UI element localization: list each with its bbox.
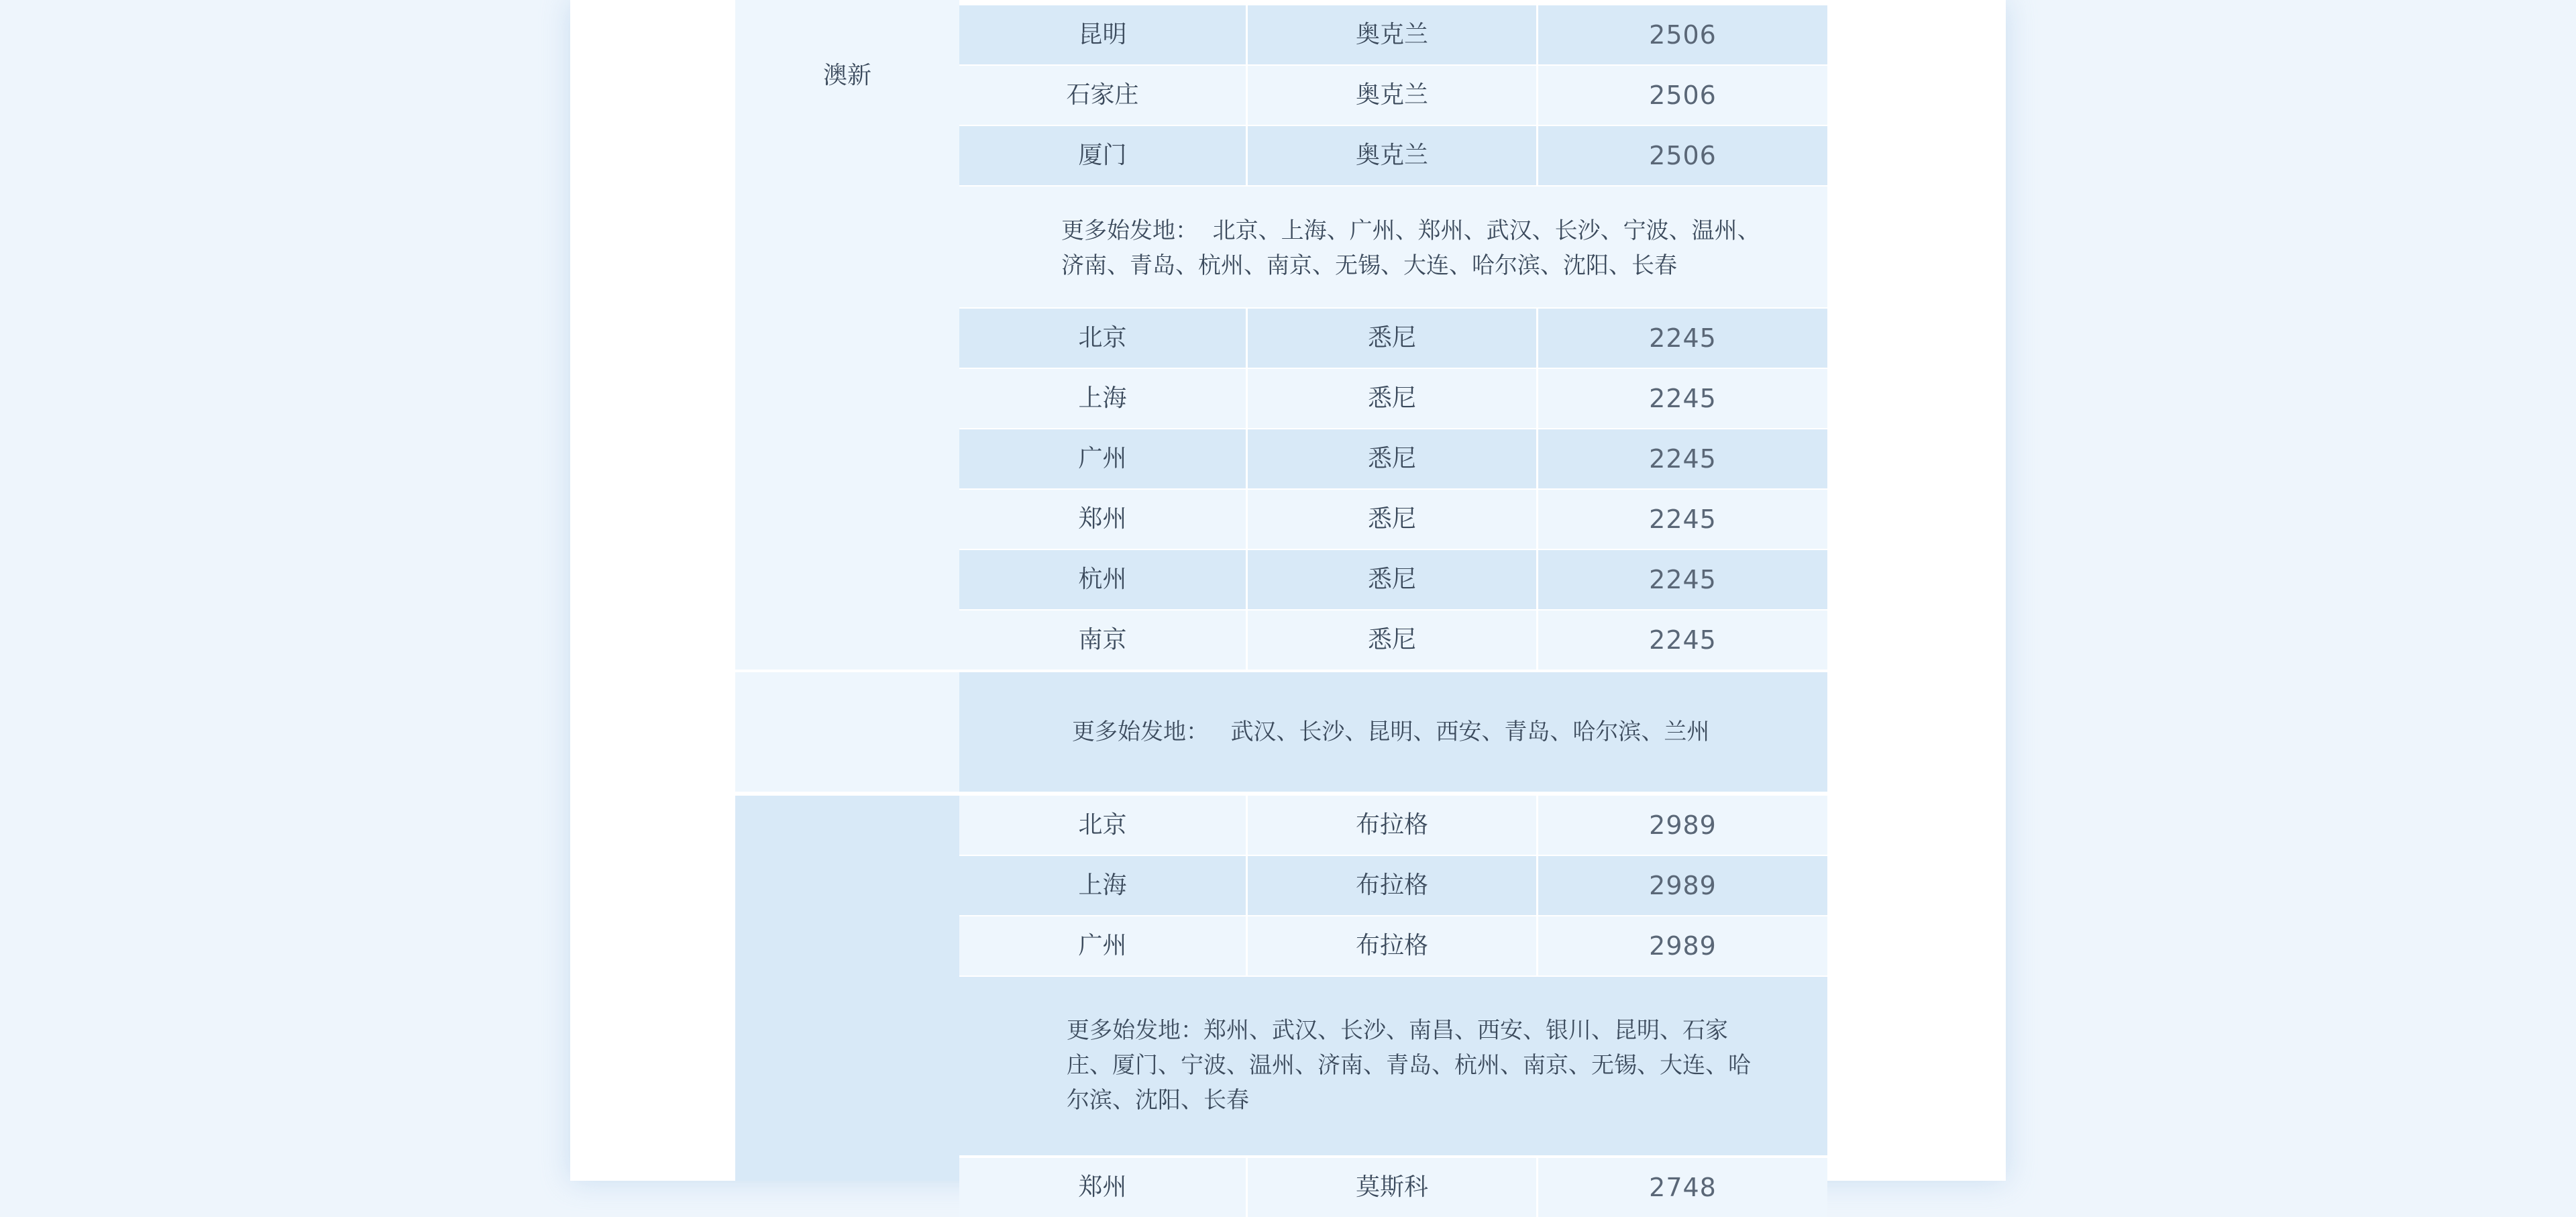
departure-cell: 郑州 [959, 1158, 1248, 1217]
price-cell: 2506 [1649, 20, 1717, 50]
price-cell: 2245 [1649, 323, 1717, 353]
more-origins-text: 更多始发地：郑州、武汉、长沙、南昌、西安、银川、昆明、石家 [1067, 1017, 1728, 1044]
more-origins-cities: 济南、青岛、杭州、南京、无锡、大连、哈尔滨、沈阳、长春 [1061, 252, 1677, 279]
departure-cell: 杭州 [959, 550, 1248, 609]
table-row [959, 66, 1827, 125]
destination-cell: 布拉格 [1248, 916, 1538, 975]
table-row [959, 856, 1827, 915]
destination-cell: 悉尼 [1248, 490, 1538, 549]
price-cell: 2245 [1649, 384, 1717, 413]
departure-cell: 上海 [959, 369, 1248, 428]
departure-cell: 广州 [959, 916, 1248, 975]
more-origins-label: 更多始发地： [1061, 217, 1198, 244]
table-row [959, 309, 1827, 368]
departure-cell: 厦门 [959, 126, 1248, 185]
price-cell: 2989 [1649, 931, 1717, 961]
destination-cell: 莫斯科 [1248, 1158, 1538, 1217]
departure-cell: 北京 [959, 309, 1248, 368]
departure-cell: 昆明 [959, 5, 1248, 64]
destination-cell: 悉尼 [1248, 429, 1538, 488]
more-origins-label: 更多始发地： [1072, 719, 1209, 745]
departure-cell: 广州 [959, 429, 1248, 488]
more-origins-cell [959, 187, 1827, 307]
departure-cell: 郑州 [959, 490, 1248, 549]
departure-cell: 北京 [959, 796, 1248, 855]
table-row [959, 550, 1827, 609]
destination-cell: 悉尼 [1248, 309, 1538, 368]
table-row [959, 796, 1827, 855]
more-origins-cell [959, 977, 1827, 1155]
destination-cell: 奥克兰 [1248, 126, 1538, 185]
more-origins-text: 庄、厦门、宁波、温州、济南、青岛、杭州、南京、无锡、大连、哈 [1067, 1052, 1751, 1079]
region-cell-europe [735, 796, 959, 1181]
departure-cell: 上海 [959, 856, 1248, 915]
price-cell: 2245 [1649, 565, 1717, 594]
table-row [959, 5, 1827, 64]
table-row [959, 611, 1827, 670]
more-origins-cities: 北京、上海、广州、郑州、武汉、长沙、宁波、温州、 [1212, 217, 1760, 244]
price-cell: 2245 [1649, 505, 1717, 534]
price-cell: 2989 [1649, 871, 1717, 900]
price-cell: 2245 [1649, 444, 1717, 474]
destination-cell: 悉尼 [1248, 611, 1538, 670]
more-origins-cities: 武汉、长沙、昆明、西安、青岛、哈尔滨、兰州 [1230, 719, 1710, 745]
destination-cell: 悉尼 [1248, 550, 1538, 609]
table-row [959, 369, 1827, 428]
departure-cell: 南京 [959, 611, 1248, 670]
price-cell: 2748 [1649, 1173, 1717, 1202]
price-cell: 2506 [1649, 81, 1717, 110]
price-cell: 2989 [1649, 810, 1717, 840]
table-row [959, 126, 1827, 185]
region-cell-aus-nz [735, 0, 959, 670]
table-row [959, 490, 1827, 549]
region-cell-blank [735, 672, 959, 792]
table-row [959, 916, 1827, 975]
region-label: 澳新 [822, 62, 871, 89]
more-origins-cell [959, 672, 1827, 792]
more-origins-text: 尔滨、沈阳、长春 [1067, 1087, 1249, 1114]
price-cell: 2506 [1649, 141, 1717, 170]
table-row [959, 1158, 1827, 1217]
destination-cell: 布拉格 [1248, 856, 1538, 915]
destination-cell: 悉尼 [1248, 369, 1538, 428]
destination-cell: 奥克兰 [1248, 5, 1538, 64]
table-row [959, 429, 1827, 488]
departure-cell: 石家庄 [959, 66, 1248, 125]
destination-cell: 布拉格 [1248, 796, 1538, 855]
destination-cell: 奥克兰 [1248, 66, 1538, 125]
price-cell: 2245 [1649, 625, 1717, 655]
